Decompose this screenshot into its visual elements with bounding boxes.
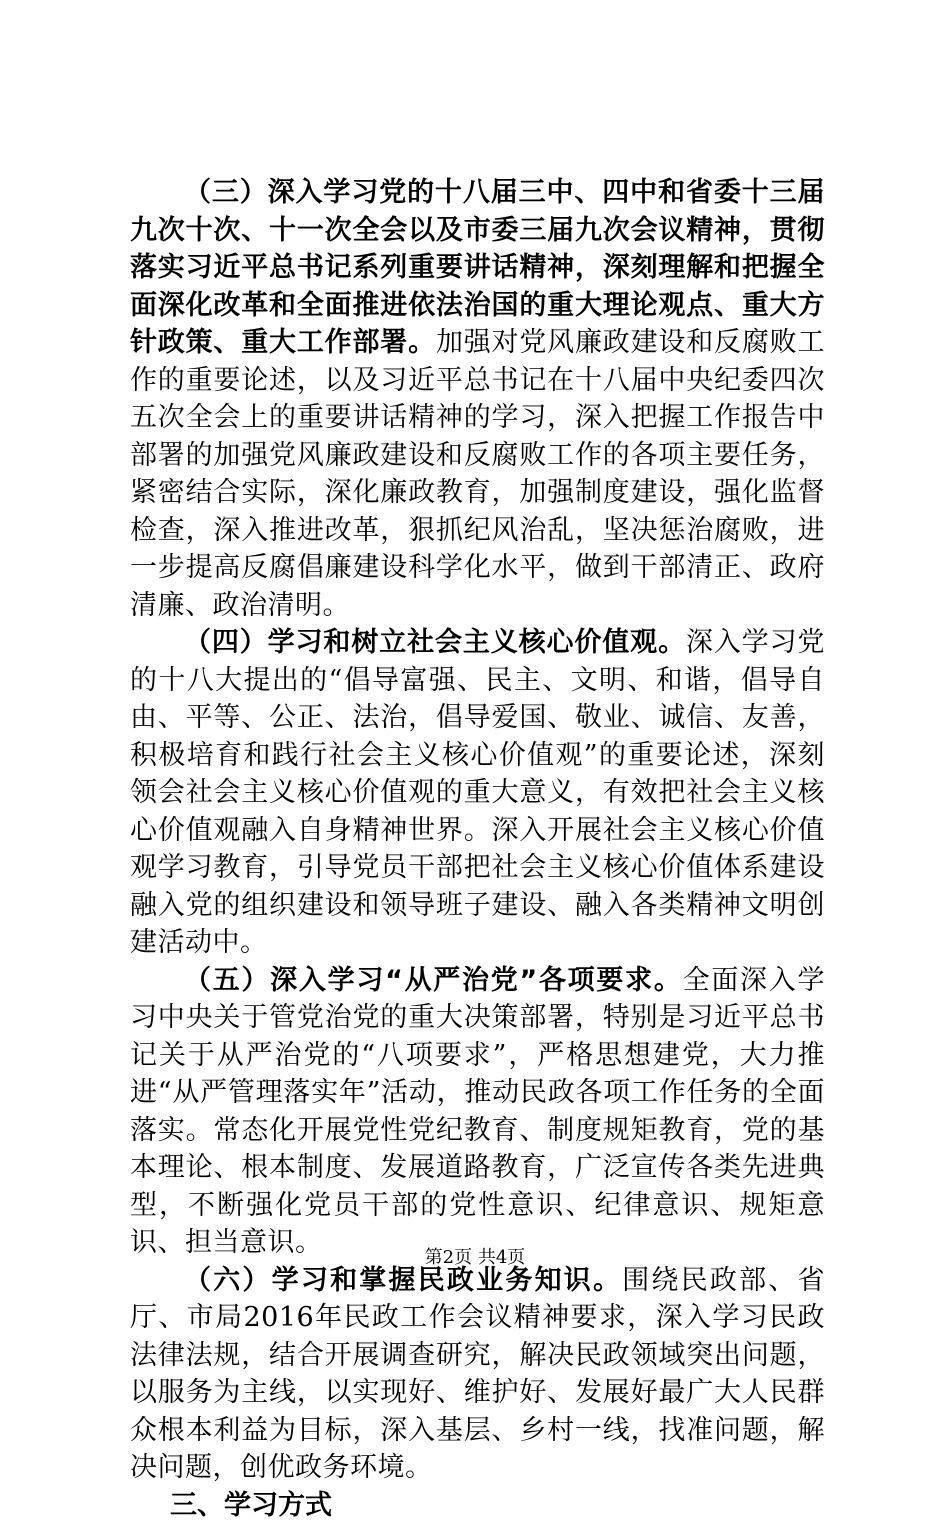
paragraph-wu-heading: （五）深入学习“从严治党”各项要求。: [184, 965, 683, 996]
paragraph-liu-text: 围绕民政部、省厅、市局2016年民政工作会议精神要求，深入学习民政法律法规，结合开展调查研究，解决民政领域突出问题，以服务为主线，以实现好、维护好、发展好最广大人民群众根本利益为目标，深入基层、乡村一线，找准问题，解决问题，创优政务环境。: [130, 1265, 825, 1484]
paragraph-si: [130, 624, 825, 962]
document-body: [130, 174, 825, 1524]
paragraph-si-heading: （四）学习和树立社会主义核心价值观。: [184, 627, 686, 658]
paragraph-san: [130, 174, 825, 624]
paragraph-si-text: 深入学习党的十八大提出的“倡导富强、民主、文明、和谐，倡导自由、平等、公正、法治，倡导爱国、敬业、诚信、友善，积极培育和践行社会主义核心价值观”的重要论述，深刻领会社会主义核心价值观的重大意义，有效把社会主义核心价值观融入自身精神世界。深入开展社会主义核心价值观学习教育，引导党员干部把社会主义核心价值体系建设融入党的组织建设和领导班子建设、融入各类精神文明创建活动中。: [130, 627, 825, 958]
page-number-footer: 第2页 共4页: [0, 1243, 950, 1269]
paragraph-wu: [130, 962, 825, 1262]
paragraph-wu-text: 全面深入学习中央关于管党治党的重大决策部署，特别是习近平总书记关于从严治党的“八项要求”，严格思想建党，大力推进“从严管理落实年”活动，推动民政各项工作任务的全面落实。常态化开展党性党纪教育、制度规矩教育，党的基本理论、根本制度、发展道路教育，广泛宣传各类先进典型，不断强化党员干部的党性意识、纪律意识、规矩意识、担当意识。: [130, 965, 825, 1259]
section-heading: 三、学习方式: [130, 1487, 825, 1524]
paragraph-san-heading: （三）深入学习党的十八届三中、四中和省委十三届九次十次、十一次全会以及市委三届九次会议精神，贯彻落实习近平总书记系列重要讲话精神，深刻理解和把握全面深化改革和全面推进依法治国的重大理论观点、重大方针政策、重大工作部署。: [130, 177, 825, 358]
paragraph-liu: [130, 1262, 825, 1487]
paragraph-liu-heading: （六）学习和掌握民政业务知识。: [184, 1265, 622, 1296]
paragraph-san-text: 加强对党风廉政建设和反腐败工作的重要论述，以及习近平总书记在十八届中央纪委四次五次全会上的重要讲话精神的学习，深入把握工作报告中部署的加强党风廉政建设和反腐败工作的各项主要任务，紧密结合实际，深化廉政教育，加强制度建设，强化监督检查，深入推进改革，狠抓纪风治乱，坚决惩治腐败，进一步提高反腐倡廉建设科学化水平，做到干部清正、政府清廉、政治清明。: [130, 327, 825, 621]
